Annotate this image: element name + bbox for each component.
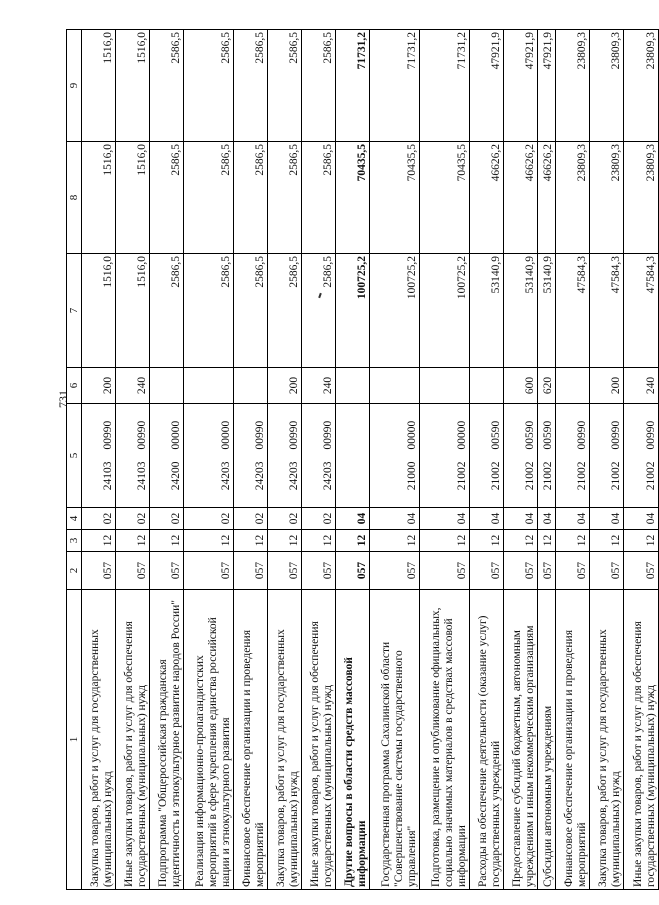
row-direction-cell: 00000 — [456, 420, 469, 450]
row-target-article-cell — [504, 404, 538, 508]
table-row — [268, 30, 302, 890]
row-direction-cell: 00990 — [288, 420, 301, 450]
row-expense-type-cell — [470, 368, 504, 404]
row-section-cell: 12 — [234, 530, 268, 552]
row-name-cell: Субсидии автономным учреждениям — [538, 590, 556, 890]
row-name-cell: Закупка товаров, работ и услуг для государственных (муниципальных) нужд — [268, 590, 302, 890]
table-row — [234, 30, 268, 890]
row-value-year-3: 2586,5 — [184, 30, 234, 142]
row-name-cell: Закупка товаров, работ и услуг для государственных (муниципальных) нужд — [590, 590, 624, 890]
row-subsection-cell: 04 — [590, 508, 624, 530]
row-expense-type-cell — [556, 368, 590, 404]
table-row — [556, 30, 590, 890]
row-name-cell: Другие вопросы в области средств массовой информации — [336, 590, 370, 890]
row-program-cell: 24203 — [254, 461, 267, 491]
row-value-year-2: 46626,2 — [470, 142, 504, 254]
col-header-expense-type: 6 — [67, 368, 82, 404]
col-header-code: 2 — [67, 552, 82, 590]
row-code-cell: 057 — [370, 552, 420, 590]
row-value-year-3: 1516,0 — [116, 30, 150, 142]
row-value-year-3: 2586,5 — [268, 30, 302, 142]
row-value-year-1: 47584,3 — [624, 254, 659, 368]
row-subsection-cell: 04 — [504, 508, 538, 530]
row-subsection-cell: 04 — [556, 508, 590, 530]
row-code-cell: 057 — [116, 552, 150, 590]
row-target-article-cell — [370, 404, 420, 508]
row-name-cell: Финансовое обеспечение организации и проведения мероприятий — [556, 590, 590, 890]
row-program-cell: 24203 — [288, 461, 301, 491]
row-expense-type-cell: 200 — [82, 368, 116, 404]
row-expense-type-cell: 200 — [590, 368, 624, 404]
row-value-year-1: 47584,3 — [590, 254, 624, 368]
row-code-cell: 057 — [538, 552, 556, 590]
row-value-year-2: 70435,5 — [420, 142, 470, 254]
row-program-cell: 21002 — [490, 461, 503, 491]
row-target-article-cell — [624, 404, 659, 508]
row-subsection-cell: 02 — [184, 508, 234, 530]
row-value-year-2: 46626,2 — [538, 142, 556, 254]
row-name-cell: Расходы на обеспечение деятельности (оказание услуг) государственных учреждений — [470, 590, 504, 890]
row-subsection-cell: 04 — [420, 508, 470, 530]
row-target-article-cell — [420, 404, 470, 508]
row-value-year-2: 23809,3 — [624, 142, 659, 254]
row-direction-cell: 00990 — [610, 420, 623, 450]
col-header-section: 3 — [67, 530, 82, 552]
row-expense-type-cell — [184, 368, 234, 404]
row-subsection-cell: 04 — [336, 508, 370, 530]
row-name-cell: Предоставление субсидий бюджетным, автономным учреждениям и иным некоммерческим организациям — [504, 590, 538, 890]
row-value-year-2: 2586,5 — [150, 142, 184, 254]
row-code-cell: 057 — [420, 552, 470, 590]
row-value-year-1: 2586,5 — [184, 254, 234, 368]
row-program-cell: 24200 — [170, 461, 183, 491]
row-name-cell: Закупка товаров, работ и услуг для государственных (муниципальных) нужд — [82, 590, 116, 890]
row-expense-type-cell: 240 — [624, 368, 659, 404]
row-value-year-2: 2586,5 — [234, 142, 268, 254]
row-target-article-cell — [116, 404, 150, 508]
row-target-article-cell — [82, 404, 116, 508]
row-name-cell: Подготовка, размещение и опубликование официальных, социально значимых материалов в средствах массовой информации — [420, 590, 470, 890]
table-row — [470, 30, 504, 890]
row-code-cell: 057 — [624, 552, 659, 590]
row-subsection-cell: 02 — [302, 508, 336, 530]
row-program-cell: 21002 — [456, 461, 469, 491]
row-value-year-3: 2586,5 — [150, 30, 184, 142]
col-header-subsection: 4 — [67, 508, 82, 530]
table-row — [116, 30, 150, 890]
row-value-year-2: 1516,0 — [82, 142, 116, 254]
row-value-year-1: 53140,9 — [470, 254, 504, 368]
row-program-cell: 21002 — [576, 461, 589, 491]
row-subsection-cell: 04 — [624, 508, 659, 530]
row-expense-type-cell — [336, 368, 370, 404]
row-value-year-3: 23809,3 — [624, 30, 659, 142]
row-code-cell: 057 — [268, 552, 302, 590]
row-program-cell: 24203 — [220, 461, 233, 491]
table-row — [150, 30, 184, 890]
table-row — [184, 30, 234, 890]
row-name-cell: Иные закупки товаров, работ и услуг для обеспечения государственных (муниципальных) нужд — [624, 590, 659, 890]
header-row — [67, 30, 82, 890]
row-value-year-2: 23809,3 — [590, 142, 624, 254]
col-header-year-3: 9 — [67, 30, 82, 142]
row-value-year-1: 47584,3 — [556, 254, 590, 368]
row-section-cell: 12 — [268, 530, 302, 552]
row-program-cell: 21000 — [406, 461, 419, 491]
row-target-article-cell — [590, 404, 624, 508]
row-subsection-cell: 02 — [150, 508, 184, 530]
row-value-year-2: 2586,5 — [268, 142, 302, 254]
row-target-article-cell — [302, 404, 336, 508]
row-direction-cell: 00000 — [220, 420, 233, 450]
col-header-name: 1 — [67, 590, 82, 890]
row-value-year-3: 47921,9 — [470, 30, 504, 142]
row-value-year-2: 2586,5 — [184, 142, 234, 254]
table-row — [624, 30, 659, 890]
row-value-year-3: 47921,9 — [538, 30, 556, 142]
row-value-year-3: 71731,2 — [336, 30, 370, 142]
row-value-year-3: 23809,3 — [556, 30, 590, 142]
row-value-year-1: 100725,2 — [370, 254, 420, 368]
row-code-cell: 057 — [556, 552, 590, 590]
row-value-year-3: 2586,5 — [302, 30, 336, 142]
row-section-cell: 12 — [116, 530, 150, 552]
row-code-cell: 057 — [150, 552, 184, 590]
row-value-year-2: 70435,5 — [336, 142, 370, 254]
table-row — [590, 30, 624, 890]
row-code-cell: 057 — [470, 552, 504, 590]
row-code-cell: 057 — [184, 552, 234, 590]
row-expense-type-cell: 200 — [268, 368, 302, 404]
row-target-article-cell — [234, 404, 268, 508]
row-name-cell: Финансовое обеспечение организации и проведения мероприятий — [234, 590, 268, 890]
row-value-year-3: 71731,2 — [420, 30, 470, 142]
row-name-cell: Иные закупки товаров, работ и услуг для обеспечения государственных (муниципальных) нужд — [116, 590, 150, 890]
row-direction-cell: 00990 — [136, 420, 149, 450]
row-name-cell: Подпрограмма "Общероссийская гражданская идентичность и этнокультурное развитие народов России" — [150, 590, 184, 890]
row-code-cell: 057 — [234, 552, 268, 590]
row-direction-cell: 00990 — [102, 420, 115, 450]
row-program-cell: 21002 — [524, 461, 537, 491]
row-value-year-2: 2586,5 — [302, 142, 336, 254]
col-header-year-2: 8 — [67, 142, 82, 254]
row-expense-type-cell: 240 — [302, 368, 336, 404]
row-section-cell: 12 — [302, 530, 336, 552]
row-subsection-cell: 02 — [268, 508, 302, 530]
row-value-year-2: 70435,5 — [370, 142, 420, 254]
row-section-cell: 12 — [470, 530, 504, 552]
row-value-year-1: 2586,5 — [150, 254, 184, 368]
col-header-year-1: 7 — [67, 254, 82, 368]
table-row — [504, 30, 538, 890]
row-expense-type-cell — [420, 368, 470, 404]
row-code-cell: 057 — [82, 552, 116, 590]
page-number: 731 — [56, 390, 70, 408]
row-direction-cell: 00990 — [254, 420, 267, 450]
row-section-cell: 12 — [538, 530, 556, 552]
row-section-cell: 12 — [590, 530, 624, 552]
row-expense-type-cell: 620 — [538, 368, 556, 404]
row-name-cell: Государственная программа Сахалинской области "Совершенствование системы государственного управления" — [370, 590, 420, 890]
row-target-article-cell — [184, 404, 234, 508]
budget-table — [66, 29, 659, 890]
row-target-article-cell — [336, 404, 370, 508]
row-value-year-1: 100725,2 — [420, 254, 470, 368]
row-code-cell: 057 — [504, 552, 538, 590]
row-value-year-3: 2586,5 — [234, 30, 268, 142]
row-subsection-cell: 04 — [470, 508, 504, 530]
row-target-article-cell — [538, 404, 556, 508]
table-row — [82, 30, 116, 890]
row-target-article-cell — [150, 404, 184, 508]
row-program-cell: 21002 — [645, 461, 658, 491]
row-section-cell: 12 — [624, 530, 659, 552]
row-section-cell: 12 — [150, 530, 184, 552]
row-section-cell: 12 — [504, 530, 538, 552]
row-program-cell: 21002 — [542, 461, 555, 491]
row-direction-cell: 00000 — [170, 420, 183, 450]
row-direction-cell: 00990 — [645, 420, 658, 450]
row-target-article-cell — [268, 404, 302, 508]
row-target-article-cell — [470, 404, 504, 508]
table-body — [82, 30, 659, 890]
row-subsection-cell: 02 — [82, 508, 116, 530]
row-value-year-3: 47921,9 — [504, 30, 538, 142]
table-row — [538, 30, 556, 890]
row-section-cell: 12 — [336, 530, 370, 552]
row-value-year-1: 53140,9 — [538, 254, 556, 368]
row-expense-type-cell — [150, 368, 184, 404]
row-value-year-3: 1516,0 — [82, 30, 116, 142]
col-header-target-article: 5 — [67, 404, 82, 508]
row-value-year-2: 23809,3 — [556, 142, 590, 254]
row-subsection-cell: 04 — [538, 508, 556, 530]
row-code-cell: 057 — [302, 552, 336, 590]
row-value-year-3: 71731,2 — [370, 30, 420, 142]
row-section-cell: 12 — [82, 530, 116, 552]
table-row — [336, 30, 370, 890]
row-program-cell: 24203 — [322, 461, 335, 491]
row-expense-type-cell: 600 — [504, 368, 538, 404]
row-direction-cell: 00590 — [524, 420, 537, 450]
row-code-cell: 057 — [590, 552, 624, 590]
row-name-cell: Реализация информационно-пропагандистских мероприятий в сфере укрепления единства российской нации и этнокультурного развития — [184, 590, 234, 890]
row-expense-type-cell — [234, 368, 268, 404]
row-program-cell: 24103 — [102, 461, 115, 491]
row-section-cell: 12 — [184, 530, 234, 552]
row-target-article-cell — [556, 404, 590, 508]
row-direction-cell: 00590 — [542, 420, 555, 450]
row-value-year-1: 100725,2 — [336, 254, 370, 368]
row-value-year-1: 2586,5 — [302, 254, 336, 368]
row-value-year-2: 1516,0 — [116, 142, 150, 254]
row-value-year-3: 23809,3 — [590, 30, 624, 142]
table-row — [420, 30, 470, 890]
table-row — [370, 30, 420, 890]
row-value-year-1: 1516,0 — [82, 254, 116, 368]
row-expense-type-cell — [370, 368, 420, 404]
row-value-year-1: 1516,0 — [116, 254, 150, 368]
row-value-year-1: 53140,9 — [504, 254, 538, 368]
row-expense-type-cell: 240 — [116, 368, 150, 404]
row-name-cell: Иные закупки товаров, работ и услуг для обеспечения государственных (муниципальных) нужд — [302, 590, 336, 890]
row-direction-cell: 00990 — [576, 420, 589, 450]
row-program-cell: 24103 — [136, 461, 149, 491]
row-code-cell: 057 — [336, 552, 370, 590]
row-section-cell: 12 — [556, 530, 590, 552]
table-row — [302, 30, 336, 890]
row-direction-cell: 00000 — [406, 420, 419, 450]
rotated-budget-page — [66, 30, 658, 890]
row-subsection-cell: 04 — [370, 508, 420, 530]
row-value-year-1: 2586,5 — [268, 254, 302, 368]
row-program-cell: 21002 — [610, 461, 623, 491]
row-value-year-2: 46626,2 — [504, 142, 538, 254]
row-subsection-cell: 02 — [116, 508, 150, 530]
row-direction-cell: 00990 — [322, 420, 335, 450]
row-section-cell: 12 — [420, 530, 470, 552]
row-subsection-cell: 02 — [234, 508, 268, 530]
row-direction-cell: 00590 — [490, 420, 503, 450]
row-section-cell: 12 — [370, 530, 420, 552]
row-value-year-1: 2586,5 — [234, 254, 268, 368]
